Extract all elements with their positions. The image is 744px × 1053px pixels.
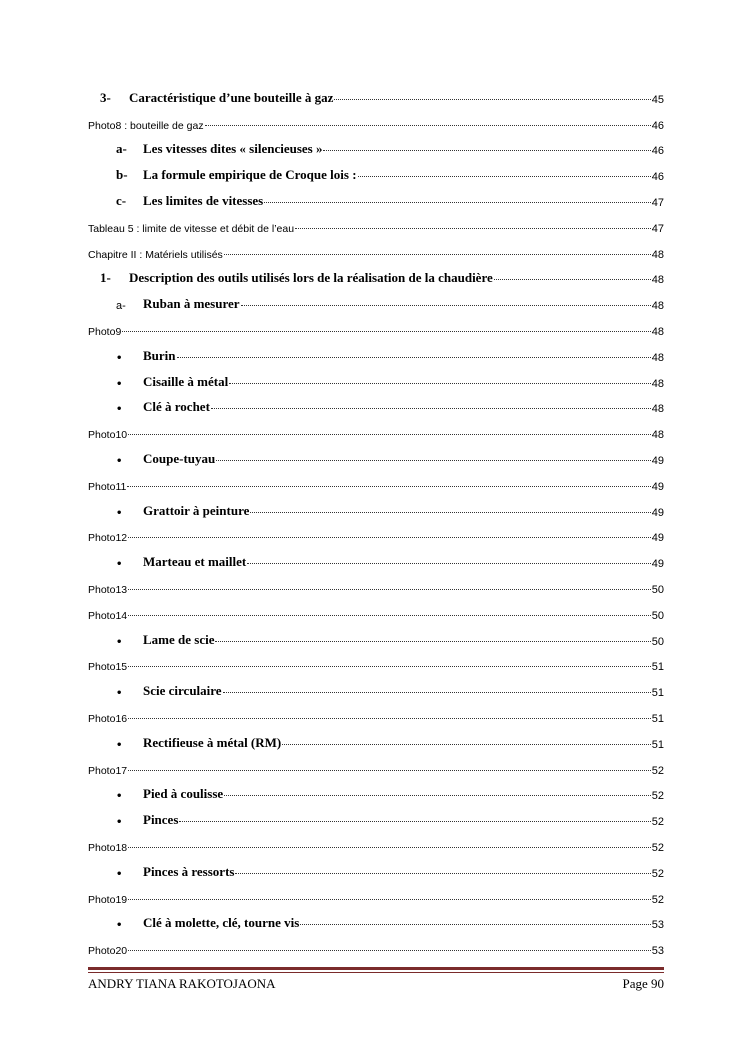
toc-entry-page: 51 — [651, 687, 664, 700]
toc-entry-title: Photo11 — [88, 480, 127, 493]
toc-entry-page: 48 — [651, 351, 664, 364]
toc-entry-title: Photo14 — [88, 609, 128, 622]
toc-entry[interactable] — [88, 755, 664, 781]
toc-entry-title: Chapitre II : Matériels utilisés — [88, 248, 223, 261]
toc-entry-title: Photo17 — [88, 764, 128, 777]
dot-leader — [224, 253, 651, 255]
toc-entry[interactable] — [88, 729, 664, 755]
toc-entry-page: 52 — [651, 790, 664, 803]
dot-leader — [224, 794, 651, 796]
toc-entry-page: 45 — [651, 93, 664, 106]
bullet-icon: • — [116, 352, 123, 364]
bullet-icon: • — [116, 739, 123, 751]
toc-entry-title: Photo8 : bouteille de gaz — [88, 119, 204, 132]
footer-rule — [88, 967, 664, 970]
toc-entry-title: Burin — [143, 347, 176, 363]
toc-entry-page: 51 — [651, 712, 664, 725]
toc-entry[interactable] — [88, 574, 664, 600]
toc-entry-number: c- — [116, 192, 127, 208]
dot-leader — [127, 485, 650, 487]
toc-entry[interactable] — [88, 703, 664, 729]
toc-entry-title: Les vitesses dites « silencieuses » — [143, 141, 323, 157]
dot-leader — [282, 743, 651, 745]
toc-entry-page: 46 — [651, 119, 664, 132]
toc-entry-page: 52 — [651, 867, 664, 880]
dot-leader — [128, 949, 651, 951]
dot-leader — [323, 149, 650, 151]
toc-entry-page: 49 — [651, 532, 664, 545]
toc-entry[interactable] — [88, 342, 664, 368]
toc-entry[interactable] — [88, 884, 664, 910]
toc-entry[interactable] — [88, 548, 664, 574]
toc-entry[interactable] — [88, 136, 664, 162]
toc-entry[interactable] — [88, 161, 664, 187]
toc-entry-page: 49 — [651, 480, 664, 493]
dot-leader — [264, 201, 651, 203]
toc-entry-page: 51 — [651, 738, 664, 751]
toc-entry[interactable] — [88, 394, 664, 420]
toc-entry-page: 49 — [651, 454, 664, 467]
toc-entry[interactable] — [88, 265, 664, 291]
toc-entry-title: Ruban à mesurer — [143, 296, 240, 312]
toc-entry-title: Photo19 — [88, 893, 128, 906]
toc-entry-title: Photo10 — [88, 429, 128, 442]
bullet-icon: • — [116, 868, 123, 880]
toc-entry-title: Photo12 — [88, 532, 128, 545]
dot-leader — [177, 356, 651, 358]
toc-entry-page: 49 — [651, 506, 664, 519]
toc-entry[interactable] — [88, 677, 664, 703]
toc-entry-number: a- — [116, 300, 126, 313]
dot-leader — [235, 872, 650, 874]
dot-leader — [247, 562, 651, 564]
dot-leader — [223, 691, 651, 693]
bullet-icon: • — [116, 636, 123, 648]
toc-entry[interactable] — [88, 419, 664, 445]
bullet-icon: • — [116, 378, 123, 390]
toc-entry-title: Grattoir à peinture — [143, 502, 250, 518]
toc-entry-title: Clé à molette, clé, tourne vis — [143, 915, 300, 931]
toc-entry-page: 53 — [651, 919, 664, 932]
dot-leader — [205, 124, 651, 126]
toc-entry[interactable] — [88, 523, 664, 549]
toc-entry-page: 48 — [651, 403, 664, 416]
toc-entry-title: Rectifieuse à métal (RM) — [143, 734, 282, 750]
dot-leader — [215, 640, 650, 642]
toc-entry-page: 47 — [651, 222, 664, 235]
dot-leader — [211, 407, 651, 409]
toc-entry-page: 46 — [651, 145, 664, 158]
toc-entry[interactable] — [88, 110, 664, 136]
toc-entry-page: 48 — [651, 248, 664, 261]
toc-entry[interactable] — [88, 806, 664, 832]
dot-leader — [494, 278, 651, 280]
toc-entry[interactable] — [88, 910, 664, 936]
toc-entry[interactable] — [88, 497, 664, 523]
bullet-icon: • — [116, 791, 123, 803]
toc-entry[interactable] — [88, 213, 664, 239]
toc-entry-page: 52 — [651, 841, 664, 854]
toc-entry[interactable] — [88, 858, 664, 884]
toc-entry-page: 52 — [651, 764, 664, 777]
toc-entry-page: 47 — [651, 196, 664, 209]
dot-leader — [128, 898, 651, 900]
bullet-icon: • — [116, 817, 123, 829]
toc-entry-title: Lame de scie — [143, 631, 215, 647]
dot-leader — [229, 382, 651, 384]
dot-leader — [358, 175, 651, 177]
toc-entry-page: 48 — [651, 325, 664, 338]
page-footer — [88, 976, 664, 992]
toc-entry[interactable] — [88, 316, 664, 342]
footer-author: ANDRY TIANA RAKOTOJAONA — [88, 976, 276, 991]
toc-entry-title: La formule empirique de Croque lois : — [143, 167, 357, 183]
toc-entry-title: Pinces — [143, 812, 179, 828]
dot-leader — [122, 330, 650, 332]
toc-entry-page: 50 — [651, 609, 664, 622]
toc-entry-page: 52 — [651, 893, 664, 906]
toc-entry-number: 3- — [100, 89, 111, 105]
dot-leader — [179, 820, 650, 822]
toc-entry[interactable] — [88, 445, 664, 471]
toc-entry-title: Description des outils utilisés lors de la réalisation de la chaudière — [129, 270, 493, 286]
toc-entry-title: Photo15 — [88, 661, 128, 674]
toc-entry-title: Pinces à ressorts — [143, 863, 235, 879]
toc-entry-page: 49 — [651, 558, 664, 571]
toc-entry-page: 50 — [651, 635, 664, 648]
dot-leader — [250, 511, 650, 513]
toc-entry-title: Pied à coulisse — [143, 786, 224, 802]
dot-leader — [128, 665, 651, 667]
footer-rule-thin — [88, 972, 664, 973]
toc-entry-title: Tableau 5 : limite de vitesse et débit de l’eau — [88, 222, 295, 235]
dot-leader — [216, 459, 651, 461]
dot-leader — [241, 304, 651, 306]
toc-entry-number: a- — [116, 141, 127, 157]
dot-leader — [300, 923, 650, 925]
toc-entry[interactable] — [88, 626, 664, 652]
dot-leader — [128, 717, 651, 719]
toc-entry-page: 52 — [651, 816, 664, 829]
bullet-icon: • — [116, 559, 123, 571]
toc-entry[interactable] — [88, 239, 664, 265]
toc-entry-title: Clé à rochet — [143, 399, 210, 415]
toc-entry-title: Scie circulaire — [143, 683, 222, 699]
toc-entry[interactable] — [88, 187, 664, 213]
toc-entry-number: b- — [116, 167, 128, 183]
toc-entry-page: 48 — [651, 274, 664, 287]
toc-entry-title: Coupe-tuyau — [143, 450, 216, 466]
toc-entry[interactable] — [88, 832, 664, 858]
bullet-icon: • — [116, 920, 123, 932]
toc-entry[interactable] — [88, 290, 664, 316]
toc-entry-title: Photo9 — [88, 325, 122, 338]
toc-entry-title: Caractéristique d’une bouteille à gaz — [129, 89, 334, 105]
toc-entry-title: Les limites de vitesses — [143, 192, 264, 208]
toc-entry-page: 48 — [651, 377, 664, 390]
dot-leader — [128, 846, 651, 848]
toc-entry-number: 1- — [100, 270, 111, 286]
toc-entry-title: Cisaille à métal — [143, 373, 229, 389]
bullet-icon: • — [116, 455, 123, 467]
bullet-icon: • — [116, 404, 123, 416]
toc-entry[interactable] — [88, 600, 664, 626]
toc-entry-title: Photo13 — [88, 583, 128, 596]
dot-leader — [128, 614, 651, 616]
toc-entry-page: 48 — [651, 300, 664, 313]
toc-entry[interactable] — [88, 368, 664, 394]
toc-entry[interactable] — [88, 781, 664, 807]
toc-entry-page: 48 — [651, 429, 664, 442]
dot-leader — [128, 588, 651, 590]
dot-leader — [128, 536, 651, 538]
table-of-contents — [88, 84, 664, 961]
dot-leader — [295, 227, 651, 229]
dot-leader — [128, 769, 651, 771]
toc-entry[interactable] — [88, 471, 664, 497]
toc-entry[interactable] — [88, 935, 664, 961]
toc-entry-page: 50 — [651, 583, 664, 596]
toc-entry-title: Photo16 — [88, 712, 128, 725]
toc-entry-page: 46 — [651, 171, 664, 184]
bullet-icon: • — [116, 507, 123, 519]
toc-entry-title: Photo18 — [88, 841, 128, 854]
toc-entry[interactable] — [88, 652, 664, 678]
toc-entry-page: 51 — [651, 661, 664, 674]
toc-entry-title: Marteau et maillet — [143, 554, 247, 570]
toc-entry-title: Photo20 — [88, 945, 128, 958]
footer-page-number: Page 90 — [622, 976, 664, 991]
dot-leader — [334, 98, 650, 100]
toc-entry-page: 53 — [651, 945, 664, 958]
dot-leader — [128, 433, 651, 435]
bullet-icon: • — [116, 688, 123, 700]
toc-entry[interactable] — [88, 84, 664, 110]
